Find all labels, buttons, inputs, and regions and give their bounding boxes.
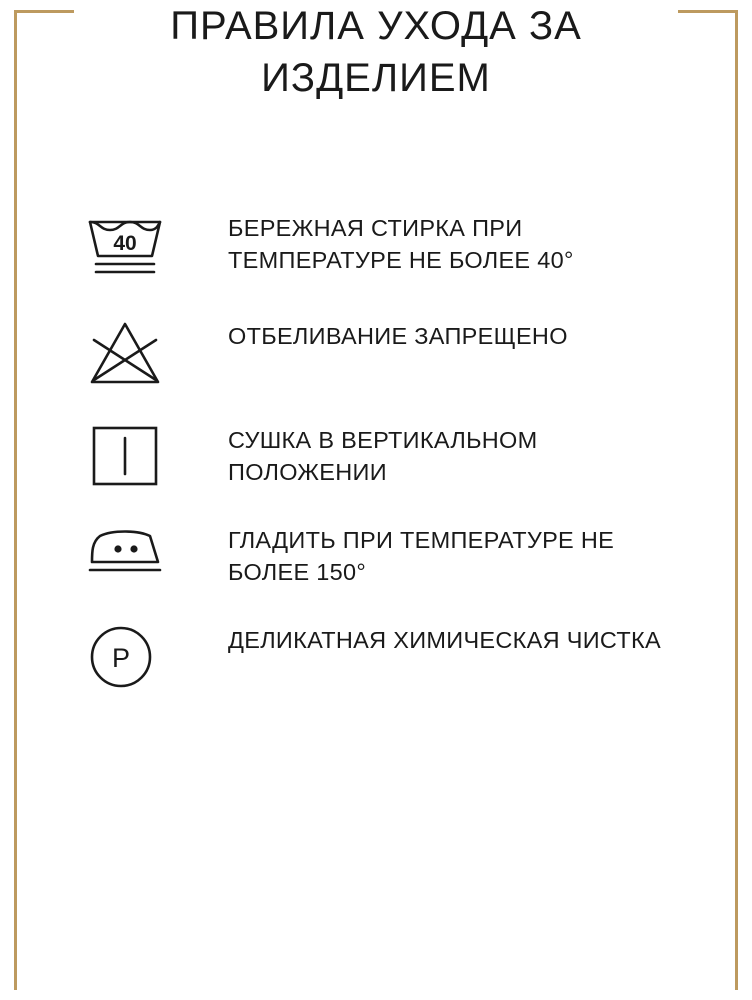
iron-two-dots-icon (86, 520, 182, 580)
dry-clean-p-icon (86, 620, 182, 692)
no-bleach-triangle-icon (86, 316, 182, 390)
list-item (86, 420, 692, 492)
frame-border-top-left (14, 10, 74, 13)
care-instruction-text: БЕРЕЖНАЯ СТИРКА ПРИ ТЕМПЕРАТУРЕ НЕ БОЛЕЕ 40° (228, 215, 574, 273)
svg-text:40: 40 (113, 232, 137, 255)
page-title: ПРАВИЛА УХОДА ЗА ИЗДЕЛИЕМ (170, 4, 582, 100)
list-item (86, 520, 692, 592)
care-instruction-list (86, 208, 692, 692)
list-item (86, 620, 692, 692)
care-instruction-text: ГЛАДИТЬ ПРИ ТЕМПЕРАТУРЕ НЕ БОЛЕЕ 150° (228, 527, 615, 585)
drip-dry-vertical-icon (86, 420, 182, 488)
care-instruction-text: ДЕЛИКАТНАЯ ХИМИЧЕСКАЯ ЧИСТКА (228, 627, 661, 653)
frame-border-right (735, 10, 738, 990)
care-instruction-text: ОТБЕЛИВАНИЕ ЗАПРЕЩЕНО (228, 323, 568, 349)
care-instruction-text: СУШКА В ВЕРТИКАЛЬНОМ ПОЛОЖЕНИИ (228, 427, 538, 485)
frame-border-top-right (678, 10, 738, 13)
list-item (86, 208, 692, 280)
frame-border-left (14, 10, 17, 990)
list-item (86, 316, 692, 390)
wash-tub-40-icon (86, 208, 182, 276)
svg-text:P: P (111, 643, 131, 673)
